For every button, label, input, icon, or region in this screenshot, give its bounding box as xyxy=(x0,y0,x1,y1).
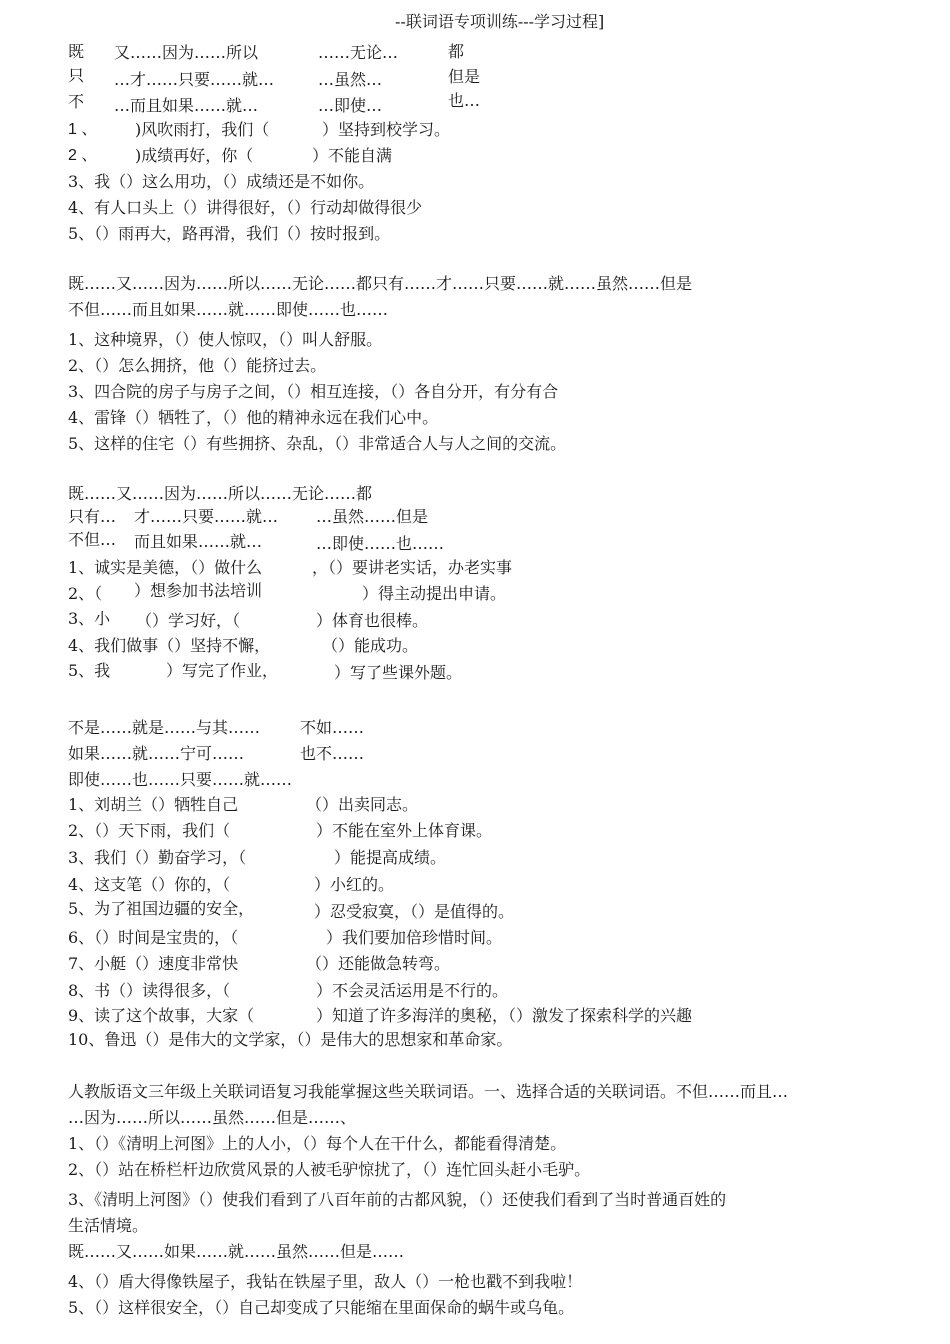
s1-option: …即使… xyxy=(318,96,383,115)
s4-options: 即使……也……只要……就…… xyxy=(68,770,293,789)
s4-q8: ）不会灵活运用是不行的。 xyxy=(316,981,509,1000)
s4-q4: 4、这支笔（）你的，（ xyxy=(68,875,231,894)
s1-option: …虽然… xyxy=(318,70,383,89)
s4-q5: ）忍受寂寞，（）是值得的。 xyxy=(314,902,515,921)
s3-options: 而且如果……就… xyxy=(134,532,263,551)
s2-options: 既……又……因为……所以……无论……都只有……才……只要……就……虽然……但是 xyxy=(68,274,693,293)
s2-q3: 3、四合院的房子与房子之间，（）相互连接，（）各自分开，有分有合 xyxy=(68,382,559,401)
s3-q1: 1、诚实是美德，（）做什么 xyxy=(68,558,263,577)
s4-q2: 2、（）天下雨，我们（ xyxy=(68,821,231,840)
s3-options: 只有… xyxy=(68,507,117,526)
s4-q3: 3、我们（）勤奋学习，（ xyxy=(68,848,247,867)
s4-q9: ）知道了许多海洋的奥秘，（）激发了探索科学的兴趣 xyxy=(316,1006,693,1025)
s5-q5: 5、（）这样很安全，（）自己却变成了只能缩在里面保命的蜗牛或乌龟。 xyxy=(68,1298,575,1317)
s1-option: 但是 xyxy=(448,67,481,86)
s4-q1: 1、刘胡兰（）牺牲自己 xyxy=(68,795,239,814)
s1-option: 都 xyxy=(448,42,465,61)
s3-q5: ）写了些课外题。 xyxy=(334,663,463,682)
s4-q6: 6、（）时间是宝贵的，（ xyxy=(68,928,239,947)
s4-options: 不如…… xyxy=(300,718,365,737)
s3-options: 才……只要……就… xyxy=(134,507,279,526)
s5-q3-cont: 生活情境。 xyxy=(68,1216,149,1235)
s1-q2-number: 2 、 xyxy=(68,147,98,164)
s5-q1: 1、（）《清明上河图》上的人小，（）每个人在干什么，都能看得清楚。 xyxy=(68,1134,567,1153)
s5-q3: 3、《清明上河图》（）使我们看到了八百年前的古都风貌，（）还使我们看到了当时普通百姓的 xyxy=(68,1190,727,1209)
s5-intro: …因为……所以……虽然……但是……、 xyxy=(68,1108,357,1127)
s4-q4: ）小红的。 xyxy=(314,875,395,894)
s1-q2-text: )成绩再好，你（ xyxy=(135,146,254,165)
s2-q4: 4、雷锋（）牺牲了，（）他的精神永远在我们心中。 xyxy=(68,408,439,427)
s1-q4: 4、有人口头上（）讲得很好，（）行动却做得很少 xyxy=(68,198,423,217)
s3-q3: （）学习好，（ xyxy=(136,611,241,630)
s5-intro: 人教版语文三年级上关联词语复习我能掌握这些关联词语。一、选择合适的关联词语。不但……而且… xyxy=(68,1082,789,1101)
s1-option: 也… xyxy=(448,91,481,110)
s3-options: 不但… xyxy=(68,530,117,549)
s4-q6: ）我们要加倍珍惜时间。 xyxy=(326,928,503,947)
s5-options: 既……又……如果……就……虽然……但是…… xyxy=(68,1242,405,1261)
s4-q8: 8、书（）读得很多，（ xyxy=(68,981,231,1000)
s1-option: …而且如果……就… xyxy=(114,96,259,115)
s4-options: 如果……就……宁可…… xyxy=(68,744,245,763)
s3-q2: ）得主动提出申请。 xyxy=(362,584,507,603)
s3-options: …虽然……但是 xyxy=(316,507,429,526)
s3-q1: ，（）要讲老实话，办老实事 xyxy=(312,558,513,577)
s4-q2: ）不能在室外上体育课。 xyxy=(316,821,493,840)
s4-options: 也不…… xyxy=(300,744,365,763)
s1-q1-text: ）坚持到校学习。 xyxy=(322,120,451,139)
s3-q5: ）写完了作业， xyxy=(166,661,279,680)
s2-q2: 2、（）怎么拥挤，他（）能挤过去。 xyxy=(68,356,327,375)
s3-q4: 4、我们做事（）坚持不懈， xyxy=(68,636,271,655)
s1-q1-number: 1 、 xyxy=(68,121,98,138)
s2-options: 不但……而且如果……就……即使……也…… xyxy=(68,300,389,319)
page-title: --联词语专项训练---学习过程] xyxy=(395,12,605,31)
s3-options: …即使……也…… xyxy=(316,534,445,553)
s1-option: 既 xyxy=(68,42,85,61)
s1-q3: 3、我（）这么用功，（）成绩还是不如你。 xyxy=(68,172,375,191)
s4-q3: ）能提高成绩。 xyxy=(334,848,447,867)
s3-q2: 2、（ xyxy=(68,584,103,603)
s1-option: 不 xyxy=(68,92,85,111)
s5-q2: 2、（）站在桥栏杆边欣赏风景的人被毛驴惊扰了，（）连忙回头赶小毛驴。 xyxy=(68,1160,591,1179)
s4-q1: （）出卖同志。 xyxy=(306,795,419,814)
s4-q10: 10、鲁迅（）是伟大的文学家，（）是伟大的思想家和革命家。 xyxy=(68,1030,513,1049)
s1-option: 又……因为……所以 xyxy=(114,43,259,62)
s2-q1: 1、这种境界，（）使人惊叹，（）叫人舒服。 xyxy=(68,330,383,349)
s1-option: …才……只要……就… xyxy=(114,70,275,89)
s1-q1-text: )风吹雨打，我们（ xyxy=(135,120,270,139)
s2-q5: 5、这样的住宅（）有些拥挤、杂乱，（）非常适合人与人之间的交流。 xyxy=(68,434,567,453)
s3-q4: （）能成功。 xyxy=(322,636,419,655)
s1-option: ……无论… xyxy=(318,43,399,62)
s3-options: 既……又……因为……所以……无论……都 xyxy=(68,484,373,503)
s4-q7: 7、小艇（）速度非常快 xyxy=(68,954,239,973)
s4-q7: （）还能做急转弯。 xyxy=(306,954,451,973)
s3-q5: 5、我 xyxy=(68,661,111,680)
s4-q5: 5、为了祖国边疆的安全， xyxy=(68,899,255,918)
s1-q2-text: ）不能自满 xyxy=(312,146,393,165)
s5-q4: 4、（）盾大得像铁屋子，我钻在铁屋子里，敌人（）一枪也戳不到我啦！ xyxy=(68,1272,583,1291)
s1-option: 只 xyxy=(68,66,85,85)
s4-q9: 9、读了这个故事，大家（ xyxy=(68,1006,255,1025)
s3-q3: ）体育也很棒。 xyxy=(316,611,429,630)
s3-q3: 3、小 xyxy=(68,609,111,628)
s3-q2: ）想参加书法培训 xyxy=(134,581,263,600)
s1-q5: 5、（）雨再大，路再滑，我们（）按时报到。 xyxy=(68,224,391,243)
s4-options: 不是……就是……与其…… xyxy=(68,718,261,737)
